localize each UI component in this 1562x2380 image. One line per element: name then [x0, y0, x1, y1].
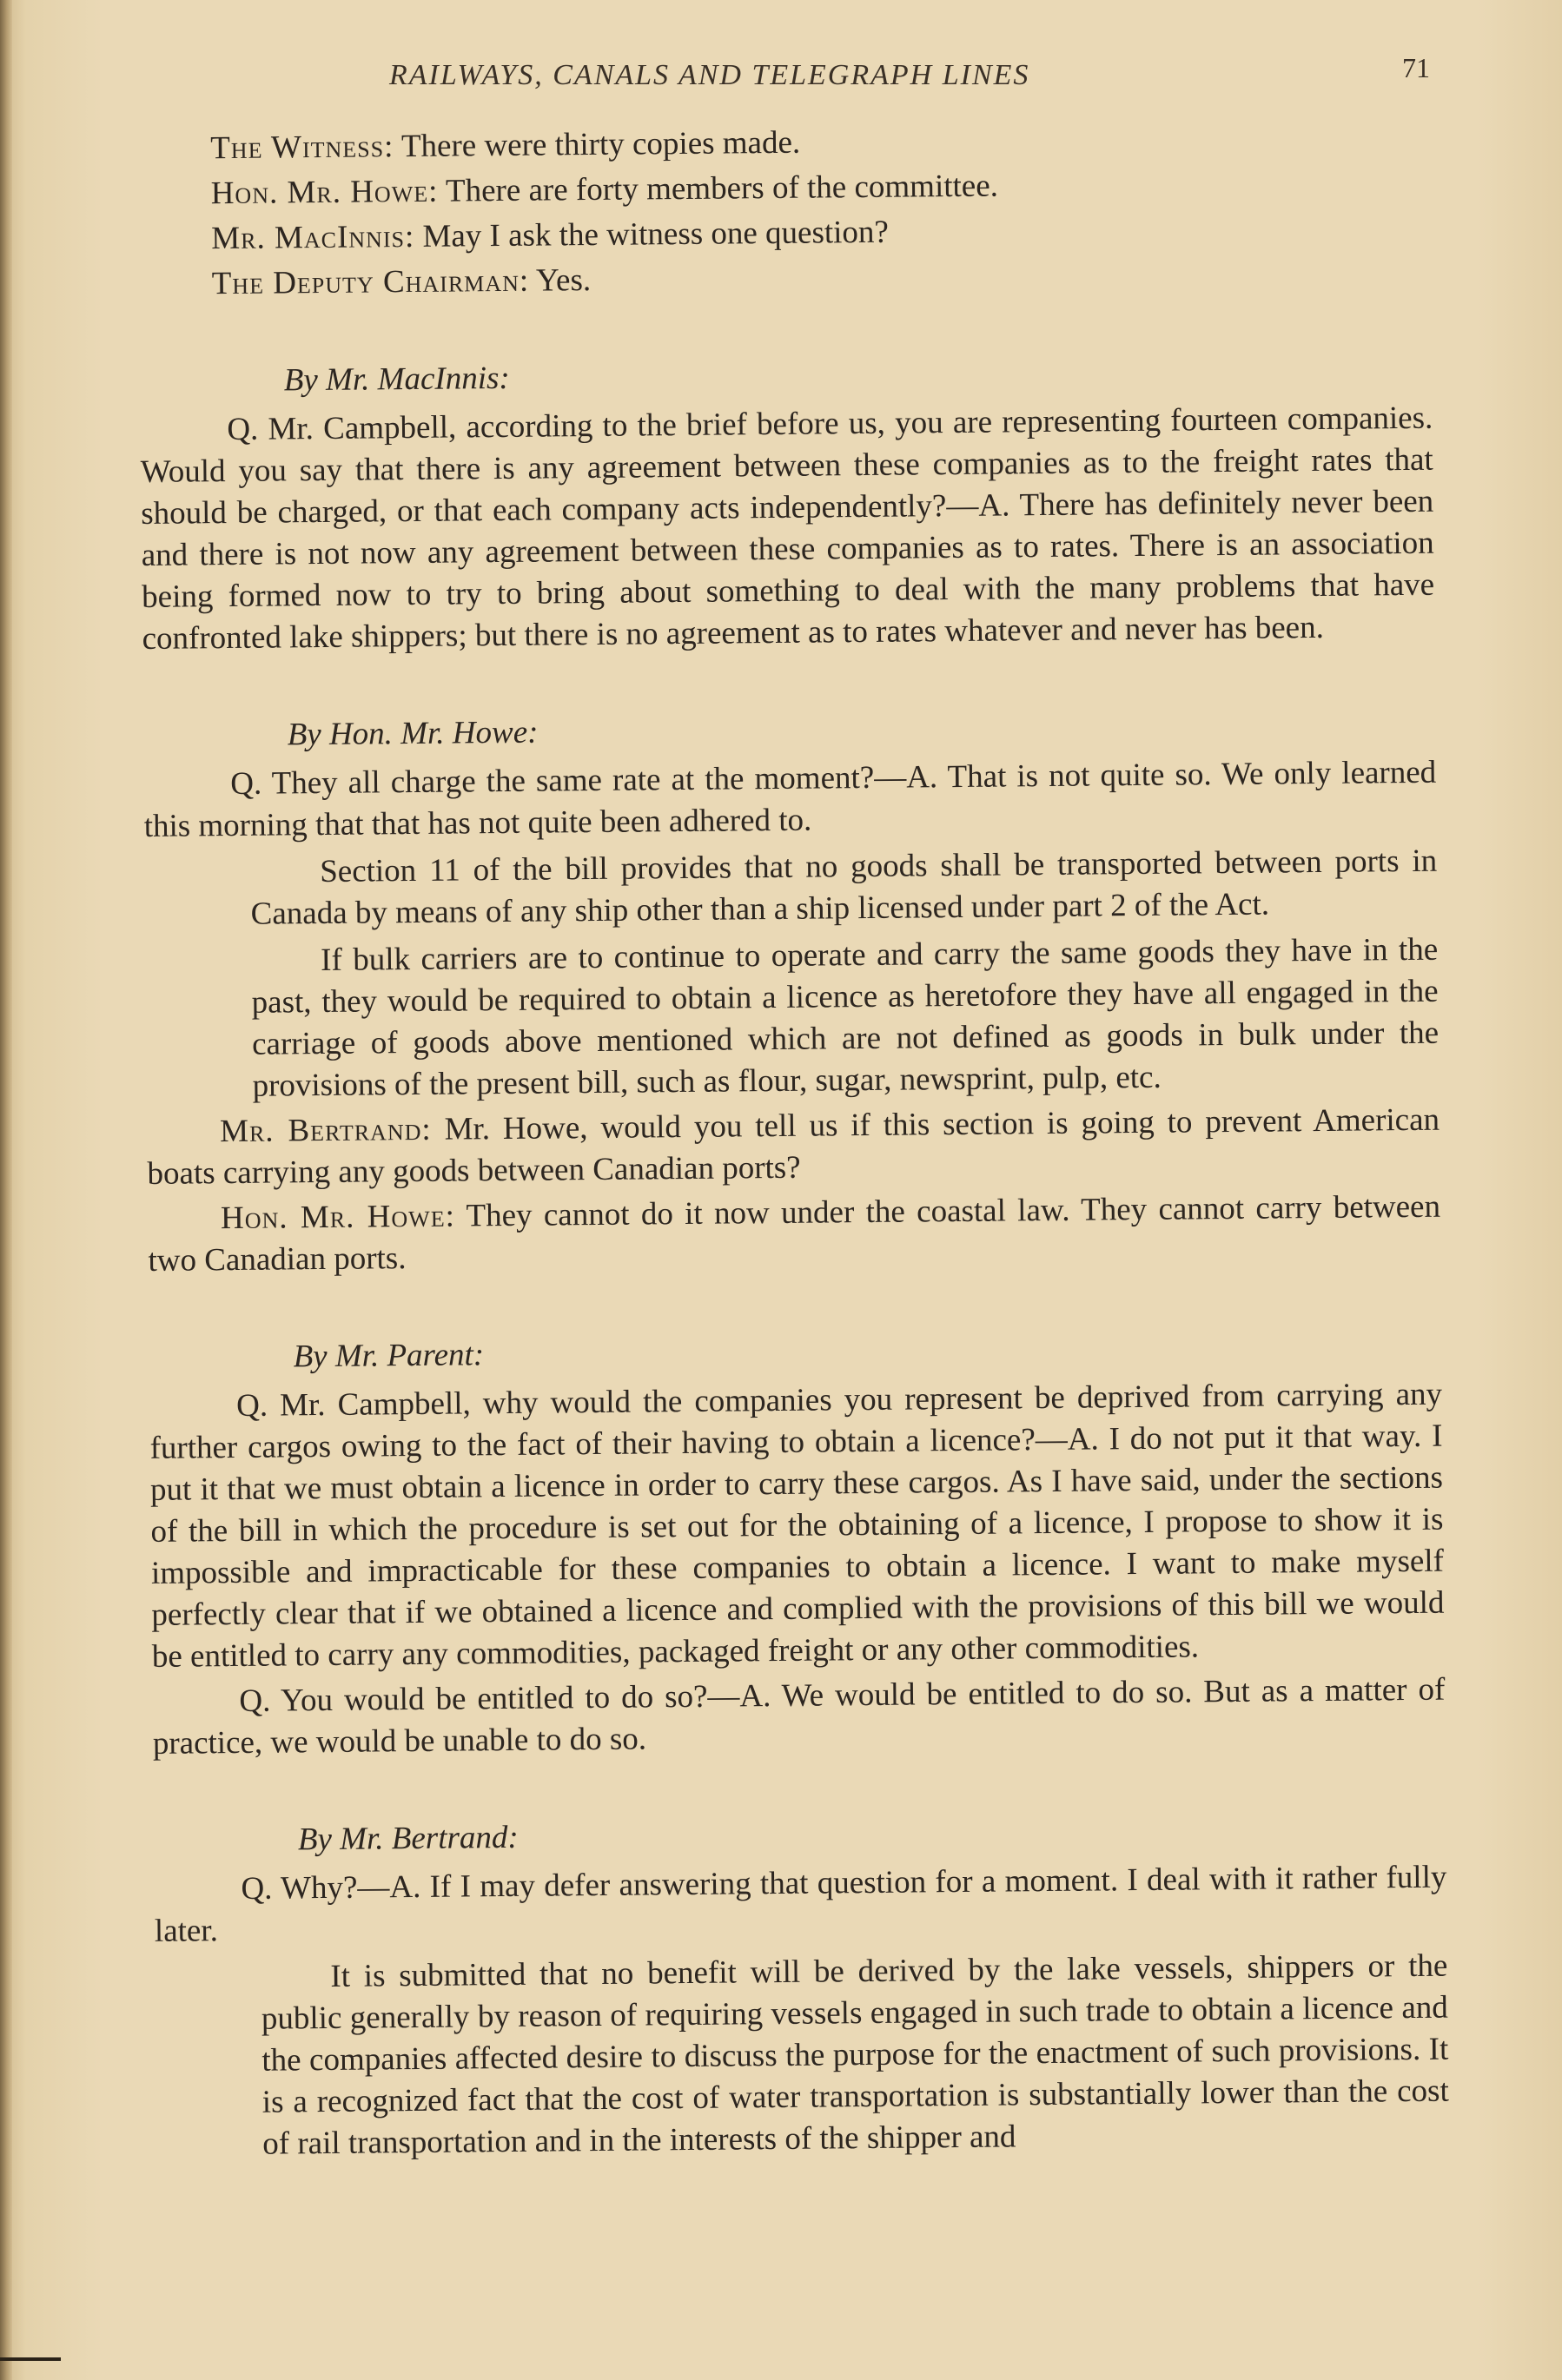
quoted-brief-paragraph: Section 11 of the bill provides that no goods shall be transported between ports in Canada by means of any ship other than a ship licensed under part 2 of the Act.: [250, 843, 1438, 932]
page-number: 71: [1402, 52, 1430, 83]
examiner-heading-macinnis: By Mr. MacInnis:: [283, 360, 510, 399]
examiner-heading-parent: By Mr. Parent:: [293, 1337, 485, 1375]
question-answer: Q. Why?—A. If I may defer answering that question for a moment. I deal with it rather fully later.: [154, 1859, 1447, 1949]
quoted-brief-paragraph: It is submitted that no benefit will be derived by the lake vessels, shippers or the public generally by reason of requiring vessels engaged in such trade to obtain a licence and the companies affected desire to discuss the purpose for the enactment of such provisions. It is a recognized fact that the cost of water transportation is substantially lower than the cost of rail transportation and in the interests of the shipper and: [261, 1947, 1449, 2162]
running-title: RAILWAYS, CANALS AND TELEGRAPH LINES: [389, 59, 1030, 91]
question-answer: Q. You would be entitled to do so?—A. We would be entitled to do so. But as a matter of practice, we would be unable to do so.: [152, 1671, 1446, 1762]
speech-text: They cannot do it now under the coastal law. They cannot carry between two Canadian ports.: [148, 1188, 1441, 1279]
speaker-name: Hon. Mr. Howe:: [220, 1198, 456, 1237]
speech-text: Yes.: [528, 261, 592, 299]
examiner-heading-bertrand: By Mr. Bertrand:: [297, 1819, 519, 1858]
speech-howe-reply: [148, 1187, 1441, 1282]
speech-text: May I ask the witness one question?: [414, 214, 890, 255]
speech-deputy-chairman: [138, 252, 1431, 306]
speaker-name: Mr. MacInnis:: [211, 218, 415, 257]
speech-text: There are forty members of the committee.: [438, 168, 999, 209]
speaker-name: The Witness:: [210, 129, 394, 167]
question-answer: Q. Mr. Campbell, why would the companies you represent be deprived from carrying any further cargos owing to the fact of their having to obtain a licence?—A. I do not put it that way. I put it that we must obtain a licence in order to carry these cargos. As I have said, under the sections of the bill in which the procedure is set out for the obtaining of a licence, I propose to show it is impossible and impracticable for these companies to obtain a licence. I want to make myself perfectly clear that if we obtained a licence and complied with the provisions of this bill we would be entitled to carry any commodities, packaged freight or any other commodities.: [149, 1376, 1445, 1675]
scan-corner-mark: [0, 2357, 61, 2361]
question-answer: Q. Mr. Campbell, according to the brief before us, you are representing fourteen companies. Would you say that there is any agreement between these companies as to the freight rates that should be charged, or that each company acts independently?—A. There has definitely never been and there is not now any agreement between these companies as to rates. There is an association being formed now to try to bring about something to deal with the many problems that have confronted lake shippers; but there is no agreement as to rates whatever and never has been.: [140, 400, 1435, 657]
speech-howe: [137, 162, 1430, 215]
page-body: [137, 116, 1449, 2170]
question-answer: Q. They all charge the same rate at the moment?—A. That is not quite so. We only learned this morning that that has not quite been adhered to.: [143, 754, 1437, 844]
speaker-name: Mr. Bertrand:: [219, 1111, 432, 1150]
speech-text: There were thirty copies made.: [394, 124, 801, 165]
speech-macinnis: [138, 207, 1431, 261]
speaker-name: The Deputy Chairman:: [211, 262, 530, 302]
page-binding-edge: [0, 0, 12, 2380]
speech-witness: [137, 116, 1430, 170]
speech-bertrand: [147, 1100, 1440, 1195]
speech-text: Mr. Howe, would you tell us if this section is going to prevent American boats carrying any goods between Canadian ports?: [147, 1101, 1440, 1192]
quoted-brief-paragraph: If bulk carriers are to continue to operate and carry the same goods they have in the past, they would be required to obtain a licence as heretofore they have all engaged in the carriage of goods above mentioned which are not defined as goods in bulk under the provisions of the present bill, such as flour, sugar, newsprint, pulp, etc.: [251, 931, 1440, 1104]
speaker-name: Hon. Mr. Howe:: [210, 173, 439, 212]
examiner-heading-howe: By Hon. Mr. Howe:: [287, 714, 539, 753]
